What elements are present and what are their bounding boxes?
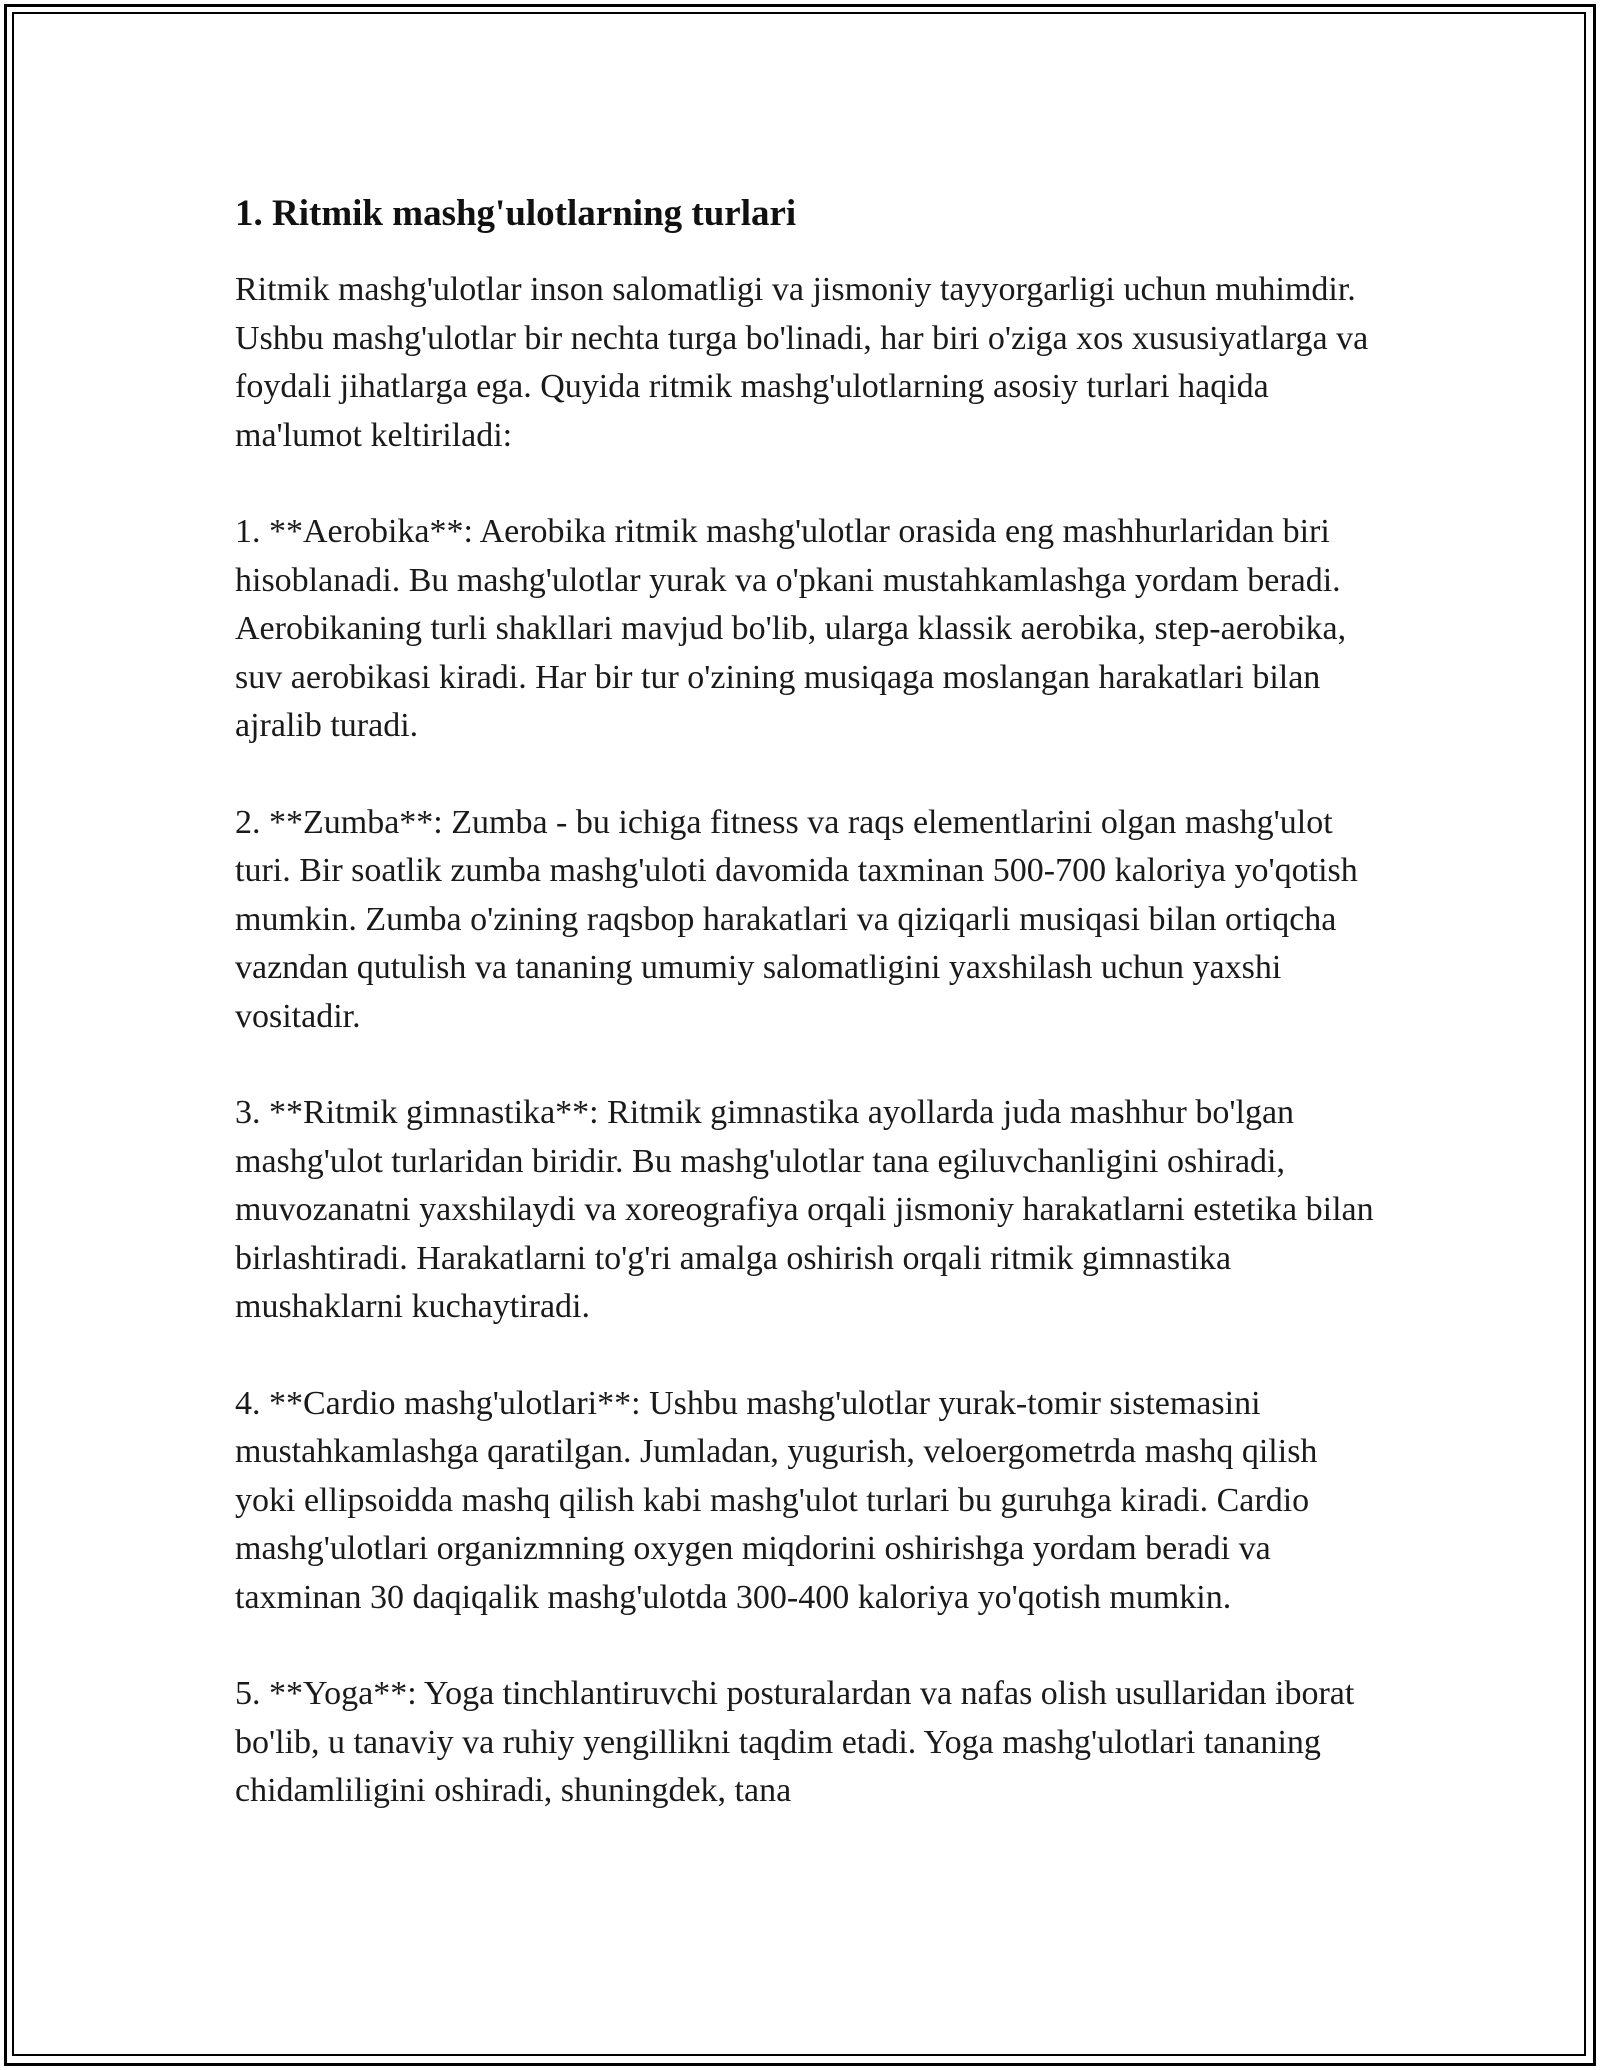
document-body bbox=[235, 182, 1375, 1816]
section-heading: 1. Ritmik mashg'ulotlarning turlari bbox=[235, 193, 797, 234]
paragraph-aerobika: 1. **Aerobika**: Aerobika ritmik mashg'ulotlar orasida eng mashhurlaridan biri hisoblanadi. Bu mashg'ulotlar yurak va o'pkani mustahkamlashga yordam beradi. Aerobikaning turli shakllari mavjud bo'lib, ularga klassik aerobika, step-aerobika, suv aerobikasi kiradi. Har bir tur o'zining musiqaga moslangan harakatlari bilan ajralib turadi. bbox=[235, 513, 1347, 744]
paragraph-ritmik-gimnastika: 3. **Ritmik gimnastika**: Ritmik gimnastika ayollarda juda mashhur bo'lgan mashg'ulot turlaridan biridir. Bu mashg'ulotlar tana egiluvchanligini oshiradi, muvozanatni yaxshilaydi va xoreografiya orqali jismoniy harakatlarni estetika bilan birlashtiradi. Harakatlarni to'g'ri amalga oshirish orqali ritmik gimnastika mushaklarni kuchaytiradi. bbox=[235, 1094, 1374, 1325]
paragraph-zumba: 2. **Zumba**: Zumba - bu ichiga fitness va raqs elementlarini olgan mashg'ulot turi. Bir soatlik zumba mashg'uloti davomida taxminan 500-700 kaloriya yo'qotish mumkin. Zumba o'zining raqsbop harakatlari va qiziqarli musiqasi bilan ortiqcha vazndan qutulish va tananing umumiy salomatligini yaxshilash uchun yaxshi vositadir. bbox=[235, 803, 1358, 1035]
paragraph-cardio: 4. **Cardio mashg'ulotlari**: Ushbu mashg'ulotlar yurak-tomir sistemasini mustahkamlashga qaratilgan. Jumladan, yugurish, veloergometrda mashq qilish yoki ellipsoidda mashq qilish kabi mashg'ulot turlari bu guruhga kiradi. Cardio mashg'ulotlari organizmning oxygen miqdorini oshirishga yordam beradi va taxminan 30 daqiqalik mashg'ulotda 300-400 kaloriya yo'qotish mumkin. bbox=[235, 1384, 1318, 1616]
paragraph-yoga: 5. **Yoga**: Yoga tinchlantiruvchi posturalardan va nafas olish usullaridan iborat bo'lib, u tanaviy va ruhiy yengillikni taqdim etadi. Yoga mashg'ulotlari tananing chidamliligini oshiradi, shuningdek, tana bbox=[235, 1675, 1355, 1809]
intro-paragraph: Ritmik mashg'ulotlar inson salomatligi va jismoniy tayyorgarligi uchun muhimdir. Ushbu mashg'ulotlar bir nechta turga bo'linadi, har biri o'ziga xos xususiyatlarga va foydali jihatlarga ega. Quyida ritmik mashg'ulotlarning asosiy turlari haqida ma'lumot keltiriladi: bbox=[235, 271, 1369, 454]
